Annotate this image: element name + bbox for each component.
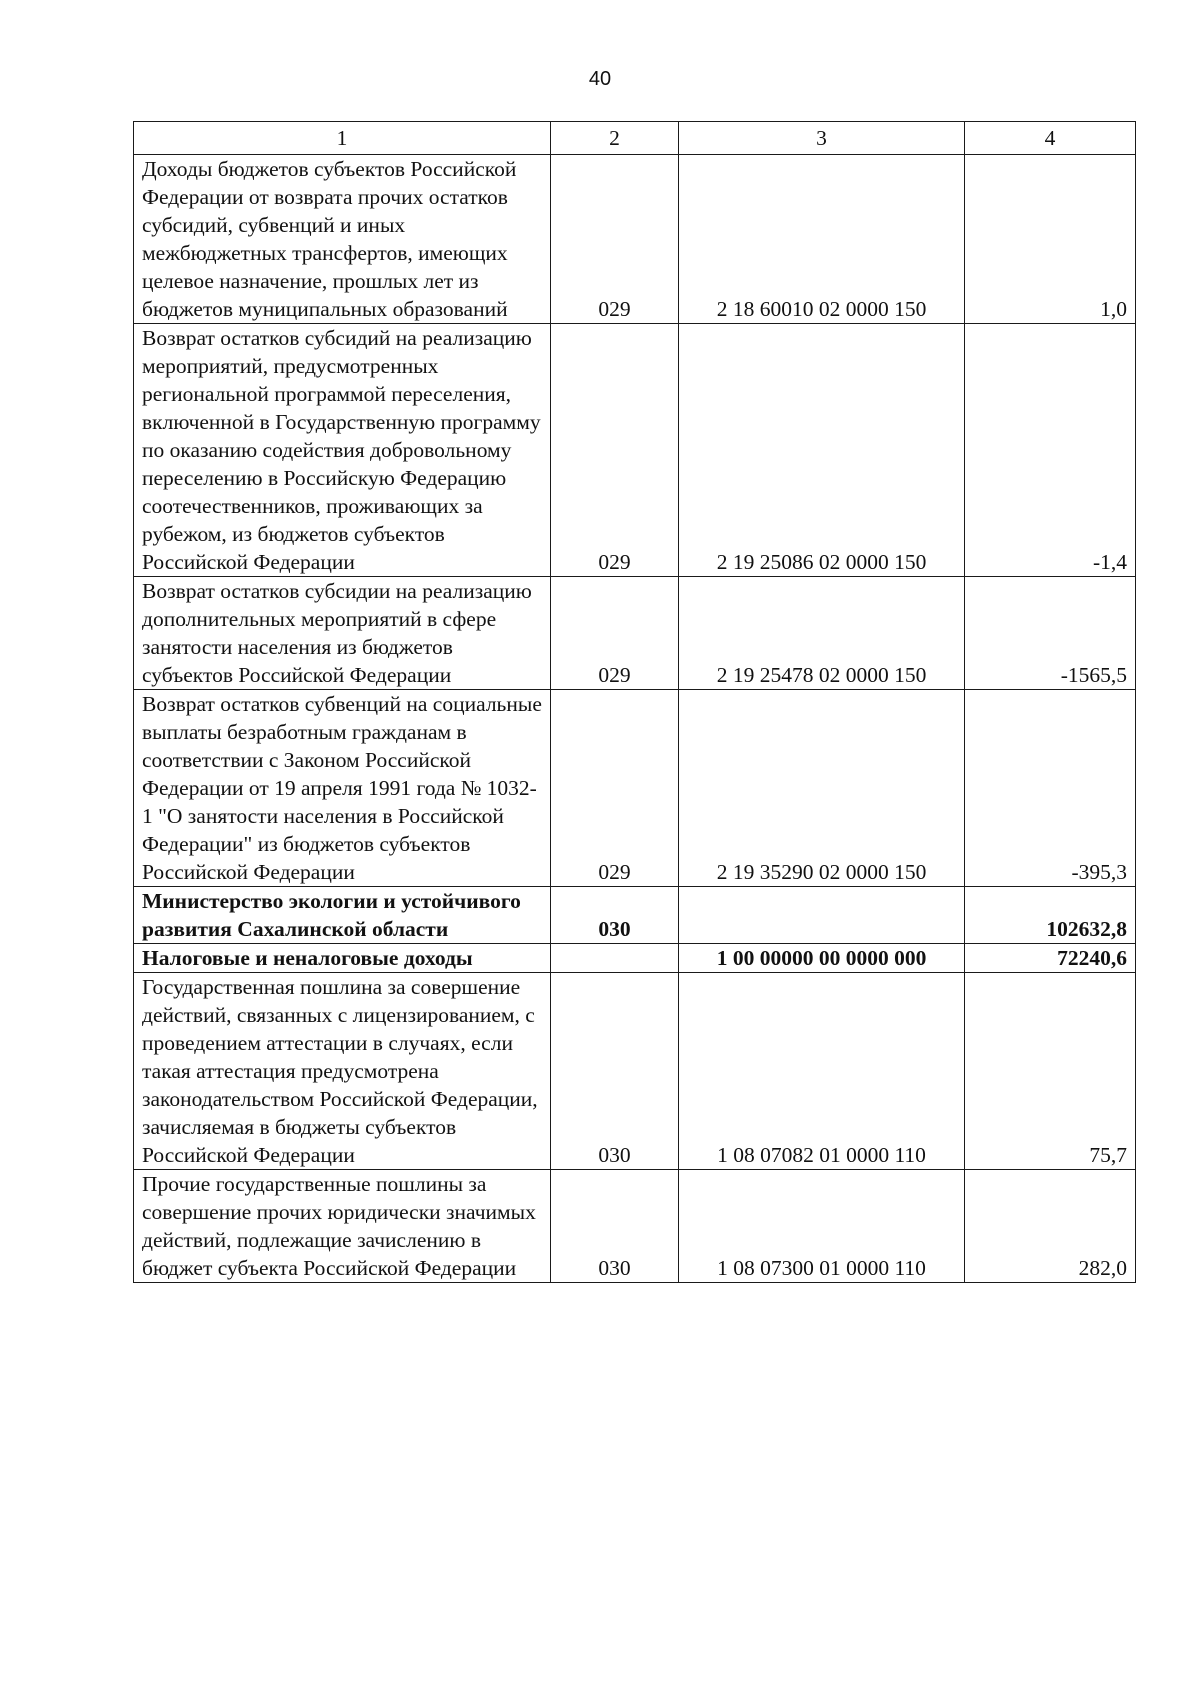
income-name	[134, 973, 551, 1170]
column-header-3: 3	[679, 122, 965, 155]
income-name-text: Возврат остатков субвенций на социальные выплаты безработным гражданам в соответствии с Законом Российской Федерации от 19 апреля 1991 года № 1032-1 "О занятости населения в Российской Федерации" из бюджетов субъектов Российской Федерации	[142, 692, 542, 884]
classification-code: 2 19 25086 02 0000 150	[679, 324, 965, 577]
amount: 1,0	[965, 155, 1136, 324]
income-name	[134, 324, 551, 577]
admin-code: 029	[551, 155, 679, 324]
income-name-text: Возврат остатков субсидии на реализацию дополнительных мероприятий в сфере занятости населения из бюджетов субъектов Российской Федерации	[142, 579, 532, 687]
amount: 282,0	[965, 1170, 1136, 1283]
income-name	[134, 690, 551, 887]
admin-code: 030	[551, 1170, 679, 1283]
budget-table	[133, 121, 1136, 1283]
table-row	[134, 973, 1136, 1170]
amount: 75,7	[965, 973, 1136, 1170]
table-row-ministry	[134, 887, 1136, 944]
amount: -1,4	[965, 324, 1136, 577]
header-row	[134, 122, 1136, 155]
table-body	[134, 155, 1136, 1283]
admin-code: 029	[551, 690, 679, 887]
income-name	[134, 1170, 551, 1283]
column-header-1: 1	[134, 122, 551, 155]
income-name-text: Доходы бюджетов субъектов Российской Федерации от возврата прочих остатков субсидий, субвенций и иных межбюджетных трансфертов, имеющих целевое назначение, прошлых лет из бюджетов муниципальных образований	[142, 157, 517, 321]
amount: -395,3	[965, 690, 1136, 887]
amount: -1565,5	[965, 577, 1136, 690]
page-number: 40	[588, 68, 612, 90]
table-row	[134, 690, 1136, 887]
income-name	[134, 155, 551, 324]
admin-code: 029	[551, 324, 679, 577]
income-name-text: Министерство экологии и устойчивого развития Сахалинской области	[142, 889, 521, 941]
table-row-section	[134, 944, 1136, 973]
income-name-text: Налоговые и неналоговые доходы	[142, 946, 473, 970]
column-header-4: 4	[965, 122, 1136, 155]
classification-code: 1 08 07082 01 0000 110	[679, 973, 965, 1170]
table-header	[134, 122, 1136, 155]
income-name-text: Государственная пошлина за совершение действий, связанных с лицензированием, с проведением аттестации в случаях, если такая аттестация предусмотрена законодательством Российской Федерации, зачисляемая в бюджеты субъектов Российской Федерации	[142, 975, 538, 1167]
table-row	[134, 155, 1136, 324]
table-row	[134, 1170, 1136, 1283]
classification-code: 1 00 00000 00 0000 000	[679, 944, 965, 973]
classification-code: 2 18 60010 02 0000 150	[679, 155, 965, 324]
income-name	[134, 577, 551, 690]
amount: 72240,6	[965, 944, 1136, 973]
income-name-text: Возврат остатков субсидий на реализацию мероприятий, предусмотренных региональной программой переселения, включенной в Государственную программу по оказанию содействия добровольному переселению в Российскую Федерацию соотечественников, проживающих за рубежом, из бюджетов субъектов Российской Федерации	[142, 326, 541, 574]
table-row	[134, 577, 1136, 690]
admin-code: 030	[551, 887, 679, 944]
income-name	[134, 944, 551, 973]
column-header-2: 2	[551, 122, 679, 155]
classification-code: 2 19 25478 02 0000 150	[679, 577, 965, 690]
income-name	[134, 887, 551, 944]
amount: 102632,8	[965, 887, 1136, 944]
admin-code: 029	[551, 577, 679, 690]
classification-code: 1 08 07300 01 0000 110	[679, 1170, 965, 1283]
admin-code	[551, 944, 679, 973]
classification-code	[679, 887, 965, 944]
income-name-text: Прочие государственные пошлины за совершение прочих юридически значимых действий, подлежащие зачислению в бюджет субъекта Российской Федерации	[142, 1172, 536, 1280]
admin-code: 030	[551, 973, 679, 1170]
classification-code: 2 19 35290 02 0000 150	[679, 690, 965, 887]
table-row	[134, 324, 1136, 577]
